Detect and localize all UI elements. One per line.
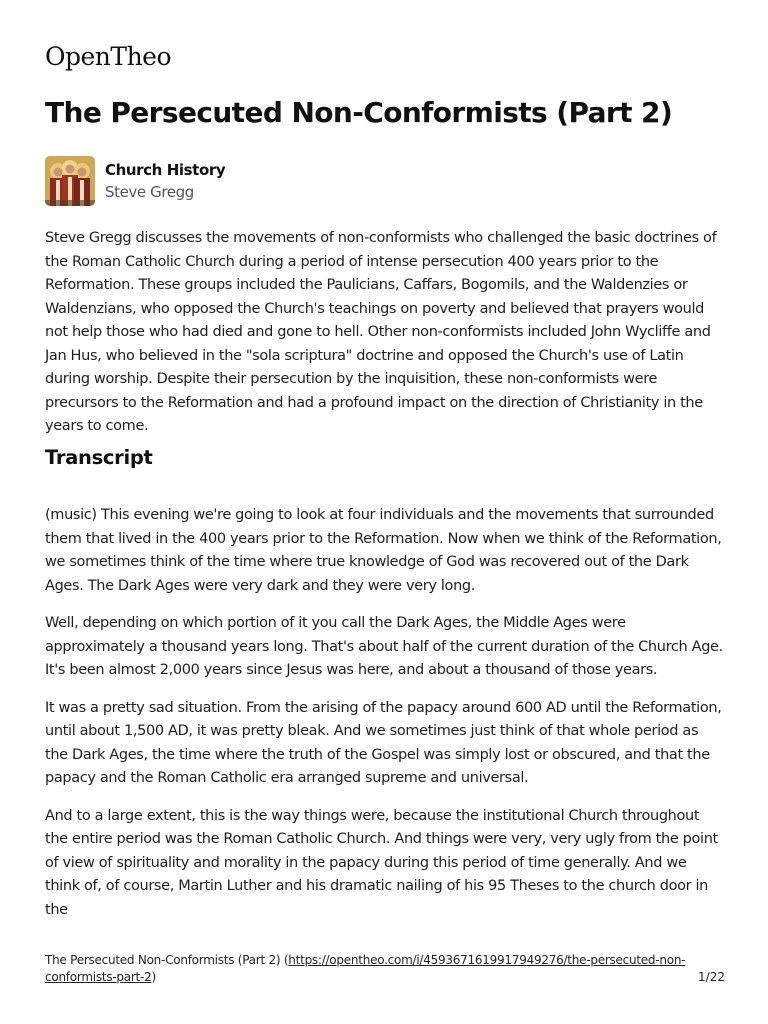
author-name: Steve Gregg: [105, 183, 194, 201]
page-indicator: 1/22: [698, 970, 725, 984]
transcript-paragraph: Well, depending on which portion of it you call the Dark Ages, the Middle Ages were approximately a thousand years long. That's about half of the current duration of the Church Age. It's been almost 2,000 years since Jesus was here, and about a thousand of those years.: [45, 615, 723, 678]
transcript-body: [45, 504, 725, 936]
article-summary: Steve Gregg discusses the movements of non-conformists who challenged the basic doctrines of the Roman Catholic Church during a period of intense persecution 400 years prior to the Reformation. These groups included the Paulicians, Caffars, Bogomils, and the Waldenzies or Waldenzians, who opposed the Church's teachings on poverty and believed that prayers would not help those who had died and gone to hell. Other non-conformists included John Wycliffe and Jan Hus, who believed in the "sola scriptura" doctrine and opposed the Church's use of Latin during worship. Despite their persecution by the inquisition, these non-conformists were precursors to the Reformation and had a profound impact on the direction of Christianity in the years to come.: [45, 230, 717, 434]
footer-citation: The Persecuted Non-Conformists (Part 2) (https://opentheo.com/i/4593671619917949276/the-persecuted-non-conformists-part-2): [45, 953, 686, 984]
transcript-paragraph: It was a pretty sad situation. From the arising of the papacy around 600 AD until the Reformation, until about 1,500 AD, it was pretty bleak. And we sometimes just think of that whole period as the Dark Ages, the time where the truth of the Gospel was simply lost or obscured, and that the papacy and the Roman Catholic era arranged supreme and universal.: [45, 699, 722, 786]
transcript-paragraph: (music) This evening we're going to look at four individuals and the movements that surrounded them that lived in the 400 years prior to the Reformation. Now when we think of the Reformation, we sometimes think of the time where true knowledge of God was recovered out of the Dark Ages. The Dark Ages were very dark and they were very long.: [45, 507, 722, 594]
page-footer: [45, 952, 725, 992]
series-thumbnail-icon[interactable]: [45, 156, 95, 206]
series-name[interactable]: Church History: [105, 161, 226, 179]
page-title: The Persecuted Non-Conformists (Part 2): [45, 96, 673, 129]
footer-doc-title: The Persecuted Non-Conformists (Part 2): [45, 953, 281, 967]
site-logo[interactable]: OpenTheo: [45, 42, 172, 71]
transcript-heading: Transcript: [45, 446, 153, 469]
transcript-paragraph: And to a large extent, this is the way things were, because the institutional Church throughout the entire period was the Roman Catholic Church. And things were very, very ugly from the point of view of spirituality and morality in the papacy during this period of time generally. And we think of, of course, Martin Luther and his dramatic nailing of his 95 Theses to the church door in the: [45, 807, 718, 918]
footer-source-link[interactable]: https://opentheo.com/i/4593671619917949276/the-persecuted-non-conformists-part-2: [45, 953, 686, 984]
